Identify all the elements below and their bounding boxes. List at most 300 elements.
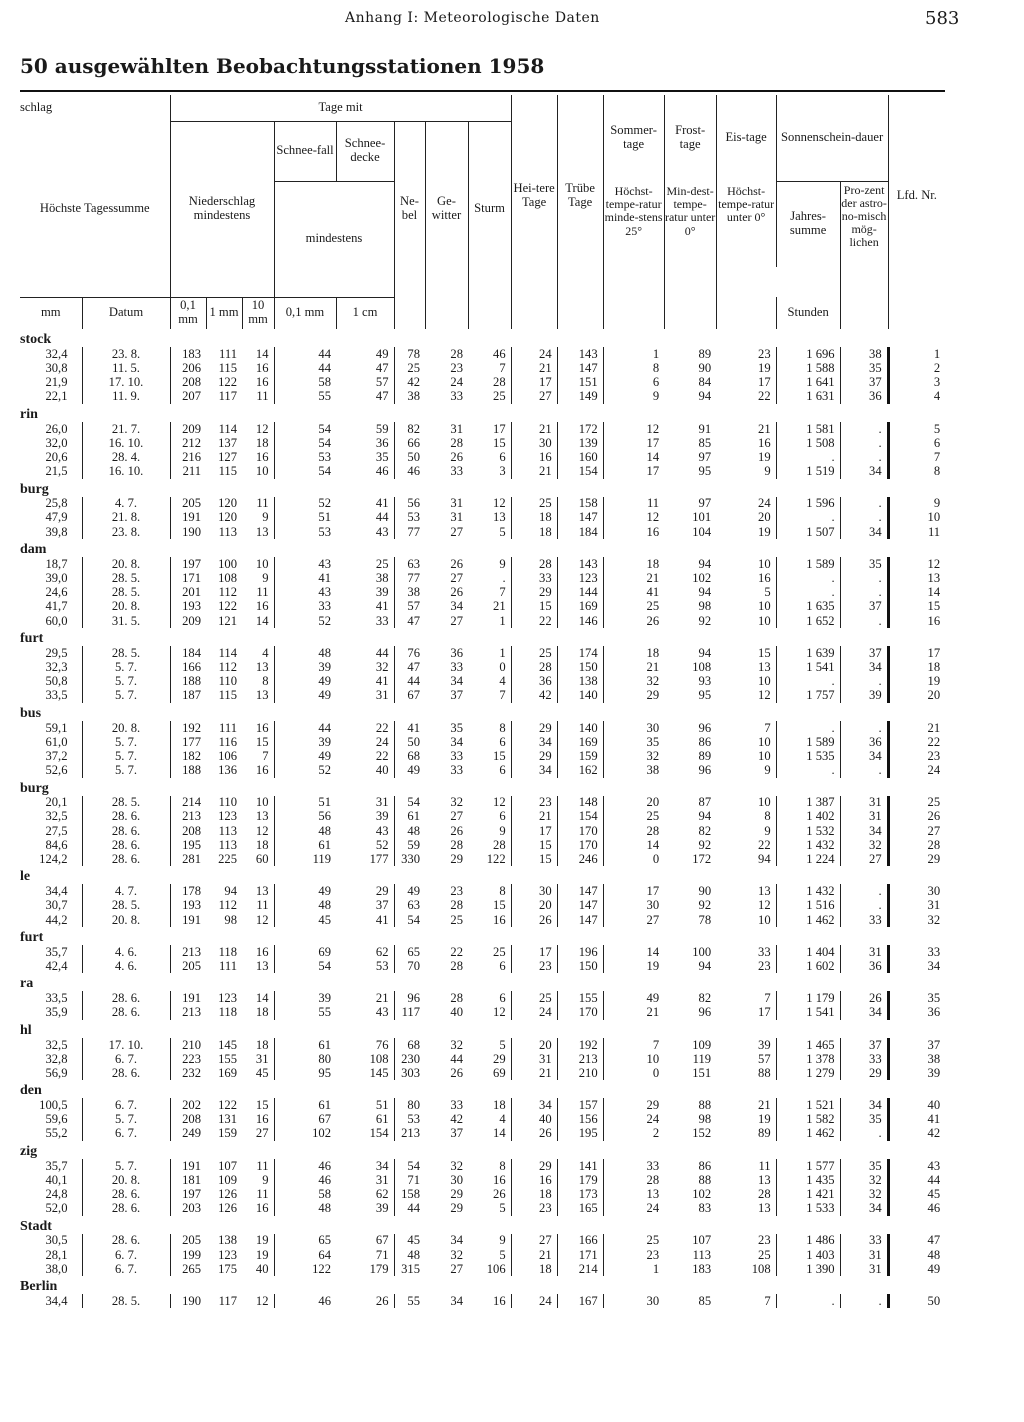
cell-schneefall: 55 (274, 390, 336, 404)
cell-schneefall: 54 (274, 436, 336, 450)
cell-prozent: . (840, 571, 888, 585)
cell-n1: 111 (219, 720, 237, 735)
cell-eistage: 10 (758, 734, 771, 749)
cell-n01: 203 (170, 1201, 206, 1215)
cell-schneedecke: 31 (375, 795, 389, 810)
cell-frosttage: 94 (698, 809, 712, 824)
cell-lfd-nr: 47 (888, 1234, 945, 1248)
cell-sommertage: 18 (603, 557, 664, 571)
cell-gewitter: 37 (450, 1126, 463, 1141)
cell-n1: 108 (218, 571, 237, 586)
cell-eistage: 88 (758, 1066, 771, 1080)
cell-prozent: . (840, 763, 888, 777)
cell-schneedecke: 59 (375, 421, 389, 436)
cell-nebel: 96 (394, 991, 425, 1005)
cell-schneefall: 51 (274, 796, 336, 810)
cell-n1: 110 (218, 795, 237, 810)
cell-prozent: 33 (840, 1234, 888, 1248)
station-group-header (20, 404, 945, 422)
cell-hoechste-summe: 34,4 (45, 1294, 68, 1308)
cell-eistage: 7 (764, 720, 771, 735)
cell-frosttage: 97 (698, 450, 712, 464)
cell-lfd-nr: 49 (888, 1262, 945, 1276)
cell-schneefall: 54 (274, 422, 336, 436)
cell-frosttage: 172 (692, 852, 712, 867)
cell-n01: 183 (170, 347, 206, 361)
cell-hoechste-summe: 30,8 (45, 361, 68, 375)
cell-schneefall: 48 (274, 646, 336, 660)
cell-n01: 188 (170, 763, 206, 777)
cell-datum: 5. 7. (82, 735, 170, 749)
cell-schneefall: 49 (274, 749, 336, 763)
cell-sturm: 16 (493, 912, 506, 927)
cell-sturm: 26 (493, 1187, 506, 1202)
cell-hoechste-summe: 55,2 (45, 1126, 68, 1141)
cell-gewitter: 34 (450, 734, 463, 749)
cell-n1: 112 (218, 585, 237, 600)
table-row (20, 1127, 945, 1141)
station-group-name: Berlin (20, 1279, 58, 1295)
cell-frosttage: 82 (698, 823, 712, 838)
cell-n1: 127 (218, 450, 237, 464)
cell-heitere: 22 (511, 614, 557, 628)
cell-n01: 171 (170, 571, 206, 585)
cell-n1: 109 (218, 1173, 237, 1187)
cell-schneefall: 49 (274, 884, 336, 898)
table-row (20, 884, 945, 898)
table-header (20, 95, 945, 329)
cell-hoechste-summe: 124,2 (39, 852, 68, 867)
cell-eistage: 39 (758, 1037, 771, 1052)
cell-n01: 265 (170, 1262, 206, 1276)
cell-heitere: 24 (511, 347, 557, 361)
cell-frosttage: 98 (698, 1112, 712, 1127)
station-group-header (20, 927, 945, 945)
cell-datum: 28. 6. (82, 1234, 170, 1248)
cell-truebe: 147 (557, 899, 603, 913)
cell-gewitter: 22 (450, 945, 463, 959)
cell-n1: 115 (218, 688, 237, 703)
cell-nebel: 49 (394, 763, 425, 777)
cell-truebe: 165 (557, 1201, 603, 1215)
cell-heitere: 34 (511, 1098, 557, 1112)
cell-schneefall: 61 (274, 838, 336, 852)
cell-lfd-nr: 37 (888, 1038, 945, 1052)
cell-jahressumme: 1 635 (776, 600, 840, 614)
cell-hoechste-summe: 39,0 (45, 571, 68, 586)
cell-frosttage: 183 (692, 1262, 712, 1276)
cell-truebe: 147 (557, 884, 603, 898)
cell-sommertage: 23 (603, 1248, 664, 1262)
cell-nebel: 315 (394, 1262, 425, 1276)
cell-prozent: 34 (840, 660, 888, 674)
cell-prozent: 34 (840, 1006, 888, 1020)
cell-heitere: 29 (511, 1159, 557, 1173)
cell-nebel: 48 (394, 1248, 425, 1262)
cell-n1: 117 (218, 389, 237, 404)
cell-lfd-nr: 16 (888, 614, 945, 628)
cell-lfd-nr: 21 (888, 721, 945, 735)
cell-prozent: . (840, 899, 888, 913)
cell-jahressumme: 1 486 (776, 1234, 840, 1248)
cell-gewitter: 28 (450, 347, 463, 361)
cell-n10: 15 (255, 1098, 269, 1113)
cell-n01: 208 (170, 824, 206, 838)
cell-truebe: 173 (557, 1187, 603, 1201)
cell-datum: 4. 7. (82, 497, 170, 511)
cell-jahressumme: 1 631 (776, 390, 840, 404)
cell-schneedecke: 41 (375, 912, 389, 927)
table-row (20, 497, 945, 511)
cell-nebel: 59 (394, 838, 425, 852)
cell-hoechste-summe: 35,7 (45, 945, 68, 959)
cell-sturm: 1 (499, 613, 506, 628)
cell-hoechste-summe: 32,0 (45, 435, 68, 450)
unit-10mm: 10 mm (242, 297, 274, 329)
cell-sturm: 69 (493, 1066, 506, 1080)
table-row (20, 450, 945, 464)
cell-n1: 131 (218, 1112, 237, 1127)
station-group-header (20, 1141, 945, 1159)
cell-gewitter: 34 (450, 1294, 463, 1308)
cell-heitere: 21 (511, 1066, 557, 1080)
cell-sommertage: 32 (603, 674, 664, 688)
cell-n10: 12 (255, 823, 269, 838)
header-prozent: Pro-zent der astro-no-misch mög-lichen (840, 181, 888, 297)
cell-schneedecke: 47 (375, 361, 389, 375)
cell-jahressumme: . (776, 721, 840, 735)
cell-schneefall: 45 (274, 913, 336, 927)
cell-sturm: 5 (499, 1037, 506, 1052)
cell-jahressumme: 1 507 (776, 525, 840, 539)
cell-gewitter: 25 (450, 912, 463, 927)
cell-prozent: 34 (840, 1098, 888, 1112)
cell-n10: 11 (256, 898, 269, 913)
cell-n10: 11 (256, 1187, 269, 1202)
cell-lfd-nr: 34 (888, 959, 945, 973)
table-row (20, 390, 945, 404)
page-number: 583 (925, 8, 960, 29)
cell-n1: 94 (224, 884, 237, 899)
cell-n10: 16 (255, 375, 269, 390)
cell-sommertage: 6 (603, 375, 664, 389)
cell-sturm: 5 (499, 524, 506, 539)
cell-eistage: 13 (758, 1201, 771, 1216)
cell-gewitter: 33 (450, 1098, 463, 1113)
cell-n01: 178 (170, 884, 206, 898)
cell-n1: 115 (218, 464, 237, 479)
cell-hoechste-summe: 26,0 (45, 421, 68, 436)
cell-n1: 155 (218, 1051, 237, 1066)
cell-nebel: 53 (394, 1113, 425, 1127)
cell-n10: 45 (255, 1066, 269, 1080)
cell-schneedecke: 61 (375, 1112, 389, 1127)
cell-sommertage: 38 (603, 763, 664, 777)
cell-eistage: 19 (758, 524, 771, 539)
table-row (20, 1187, 945, 1201)
cell-sturm: 28 (493, 838, 506, 852)
cell-truebe: 184 (557, 525, 603, 539)
unit-datum: Datum (82, 297, 170, 329)
cell-sommertage: 0 (603, 852, 664, 866)
cell-eistage: 57 (758, 1051, 771, 1066)
cell-sommertage: 20 (603, 796, 664, 810)
cell-gewitter: 42 (450, 1112, 463, 1127)
cell-nebel: 63 (394, 899, 425, 913)
cell-schneefall: 95 (274, 1066, 336, 1080)
cell-schneefall: 44 (274, 361, 336, 375)
cell-n01: 208 (170, 1113, 206, 1127)
cell-n10: 16 (255, 1112, 269, 1127)
cell-gewitter: 44 (450, 1051, 463, 1066)
cell-frosttage: 96 (698, 763, 712, 778)
cell-n01: 187 (170, 689, 206, 703)
cell-heitere: 24 (511, 1006, 557, 1020)
top-rule (20, 90, 945, 92)
cell-schneefall: 58 (274, 375, 336, 389)
cell-gewitter: 33 (450, 660, 463, 674)
cell-truebe: 162 (557, 763, 603, 777)
cell-n1: 120 (218, 510, 237, 525)
header-eis-sub: Höchst-tempe-ratur unter 0° (716, 181, 776, 297)
cell-nebel: 44 (394, 674, 425, 688)
cell-jahressumme: 1 541 (776, 660, 840, 674)
cell-gewitter: 31 (450, 510, 463, 525)
cell-truebe: 172 (557, 422, 603, 436)
cell-hoechste-summe: 21,5 (45, 464, 68, 479)
cell-sturm: 7 (499, 585, 506, 600)
cell-gewitter: 29 (450, 1187, 463, 1202)
cell-lfd-nr: 44 (888, 1173, 945, 1187)
cell-jahressumme: 1 279 (776, 1066, 840, 1080)
table-row (20, 838, 945, 852)
cell-sturm: 7 (499, 361, 506, 375)
cell-n01: 206 (170, 361, 206, 375)
cell-heitere: 18 (511, 511, 557, 525)
cell-lfd-nr: 42 (888, 1127, 945, 1141)
cell-sturm: 25 (493, 945, 506, 959)
cell-nebel: 68 (394, 749, 425, 763)
cell-lfd-nr: 9 (888, 497, 945, 511)
cell-eistage: 94 (758, 852, 771, 867)
cell-eistage: 10 (758, 557, 771, 571)
cell-frosttage: 87 (698, 795, 712, 810)
station-group-header (20, 1020, 945, 1038)
table-row (20, 571, 945, 585)
cell-schneefall: 44 (274, 347, 336, 361)
cell-n01: 214 (170, 796, 206, 810)
cell-prozent: 31 (840, 945, 888, 959)
cell-heitere: 34 (511, 735, 557, 749)
header-frosttage: Frost-tage (664, 95, 716, 181)
cell-sturm: 0 (499, 660, 506, 674)
cell-prozent: . (840, 436, 888, 450)
cell-gewitter: 28 (450, 991, 463, 1006)
cell-frosttage: 95 (698, 688, 712, 703)
station-group-name: burg (20, 481, 49, 497)
table-row (20, 796, 945, 810)
cell-n1: 123 (218, 1247, 237, 1262)
cell-schneedecke: 44 (375, 510, 389, 525)
cell-sommertage: 2 (603, 1127, 664, 1141)
cell-frosttage: 90 (698, 361, 712, 375)
cell-datum: 6. 7. (82, 1098, 170, 1112)
cell-hoechste-summe: 37,2 (45, 749, 68, 763)
cell-hoechste-summe: 29,5 (45, 646, 68, 660)
cell-nebel: 77 (394, 525, 425, 539)
cell-jahressumme: 1 577 (776, 1159, 840, 1173)
cell-n10: 16 (255, 1201, 269, 1216)
cell-sommertage: 26 (603, 614, 664, 628)
cell-datum: 5. 7. (82, 1113, 170, 1127)
cell-prozent: . (840, 1294, 888, 1308)
cell-jahressumme: 1 387 (776, 796, 840, 810)
cell-hoechste-summe: 56,9 (45, 1066, 68, 1080)
cell-nebel: 57 (394, 600, 425, 614)
cell-gewitter: 34 (450, 674, 463, 689)
cell-eistage: 7 (764, 1294, 771, 1308)
cell-frosttage: 82 (698, 991, 712, 1006)
cell-n10: 18 (255, 838, 269, 852)
cell-prozent: 29 (840, 1066, 888, 1080)
cell-schneedecke: 47 (375, 389, 389, 404)
cell-eistage: 89 (758, 1126, 771, 1141)
cell-hoechste-summe: 39,8 (45, 524, 68, 539)
cell-datum: 28. 6. (82, 1187, 170, 1201)
table-row (20, 600, 945, 614)
station-group-header (20, 1276, 945, 1294)
cell-heitere: 18 (511, 525, 557, 539)
cell-jahressumme: 1 462 (776, 913, 840, 927)
cell-gewitter: 36 (450, 646, 463, 660)
header-eistage: Eis-tage (716, 95, 776, 181)
cell-schneefall: 61 (274, 1038, 336, 1052)
cell-sommertage: 14 (603, 838, 664, 852)
cell-sommertage: 27 (603, 913, 664, 927)
cell-n01: 199 (170, 1248, 206, 1262)
cell-sturm: 16 (493, 1173, 506, 1187)
cell-n10: 14 (255, 991, 269, 1006)
cell-truebe: 166 (557, 1234, 603, 1248)
cell-n01: 205 (170, 959, 206, 973)
cell-nebel: 80 (394, 1098, 425, 1112)
cell-truebe: 155 (557, 991, 603, 1005)
table-row (20, 361, 945, 375)
cell-gewitter: 34 (450, 599, 463, 614)
cell-gewitter: 28 (450, 959, 463, 973)
cell-truebe: 174 (557, 646, 603, 660)
cell-sommertage: 35 (603, 735, 664, 749)
cell-lfd-nr: 25 (888, 796, 945, 810)
cell-jahressumme: 1 589 (776, 735, 840, 749)
cell-n01: 209 (170, 614, 206, 628)
table-row (20, 674, 945, 688)
cell-n10: 19 (255, 1247, 269, 1262)
cell-schneedecke: 36 (375, 435, 389, 450)
cell-gewitter: 35 (450, 720, 463, 735)
cell-gewitter: 27 (450, 613, 463, 628)
cell-n1: 169 (218, 1066, 237, 1080)
cell-lfd-nr: 35 (888, 991, 945, 1005)
cell-lfd-nr: 6 (888, 436, 945, 450)
cell-heitere: 18 (511, 1262, 557, 1276)
cell-frosttage: 86 (698, 734, 712, 749)
cell-jahressumme: 1 404 (776, 945, 840, 959)
cell-n01: 193 (170, 600, 206, 614)
cell-truebe: 141 (557, 1159, 603, 1173)
cell-datum: 28. 5. (82, 646, 170, 660)
cell-hoechste-summe: 33,5 (45, 688, 68, 703)
cell-frosttage: 90 (698, 884, 712, 899)
cell-datum: 28. 6. (82, 1066, 170, 1080)
cell-eistage: 21 (758, 421, 771, 436)
cell-n01: 205 (170, 1234, 206, 1248)
cell-nebel: 158 (394, 1187, 425, 1201)
cell-n01: 182 (170, 749, 206, 763)
cell-sturm: 15 (493, 898, 506, 913)
cell-jahressumme: 1 602 (776, 959, 840, 973)
cell-sommertage: 16 (603, 525, 664, 539)
cell-jahressumme: 1 596 (776, 497, 840, 511)
cell-schneefall: 48 (274, 824, 336, 838)
cell-heitere: 20 (511, 899, 557, 913)
cell-n01: 213 (170, 945, 206, 959)
cell-datum: 6. 7. (82, 1248, 170, 1262)
cell-lfd-nr: 45 (888, 1187, 945, 1201)
cell-datum: 23. 8. (82, 347, 170, 361)
cell-truebe: 150 (557, 959, 603, 973)
cell-lfd-nr: 10 (888, 511, 945, 525)
cell-hoechste-summe: 20,1 (45, 795, 68, 810)
cell-heitere: 29 (511, 749, 557, 763)
cell-schneefall: 41 (274, 571, 336, 585)
cell-jahressumme: 1 224 (776, 852, 840, 866)
cell-truebe: 196 (557, 945, 603, 959)
cell-gewitter: 31 (450, 496, 463, 511)
cell-truebe: 171 (557, 1248, 603, 1262)
cell-n1: 175 (218, 1262, 237, 1276)
cell-lfd-nr: 8 (888, 464, 945, 478)
cell-sturm: 14 (493, 1126, 506, 1141)
cell-n1: 111 (219, 959, 237, 973)
cell-datum: 28. 6. (82, 838, 170, 852)
table-row (20, 824, 945, 838)
cell-jahressumme: . (776, 450, 840, 464)
cell-sturm: 13 (493, 510, 506, 525)
cell-frosttage: 85 (698, 435, 712, 450)
cell-lfd-nr: 32 (888, 913, 945, 927)
cell-nebel: 50 (394, 735, 425, 749)
cell-n10: 12 (255, 421, 269, 436)
header-hoechste-tagessumme: Höchste Tagessumme (39, 200, 150, 215)
cell-schneefall: 39 (274, 735, 336, 749)
cell-sommertage: 11 (603, 497, 664, 511)
cell-schneefall: 51 (274, 511, 336, 525)
table-row (20, 347, 945, 361)
header-niederschlag-mindestens: Niederschlag mindestens (170, 121, 274, 297)
cell-n10: 13 (255, 809, 269, 824)
cell-n01: 181 (170, 1173, 206, 1187)
cell-n10: 13 (255, 688, 269, 703)
cell-heitere: 33 (511, 571, 557, 585)
cell-n10: 7 (262, 749, 269, 763)
cell-heitere: 27 (511, 1234, 557, 1248)
cell-n10: 31 (255, 1051, 269, 1066)
cell-eistage: 25 (758, 1247, 771, 1262)
cell-hoechste-summe: 22,1 (45, 389, 68, 404)
cell-hoechste-summe: 38,0 (45, 1262, 68, 1276)
table-row (20, 436, 945, 450)
